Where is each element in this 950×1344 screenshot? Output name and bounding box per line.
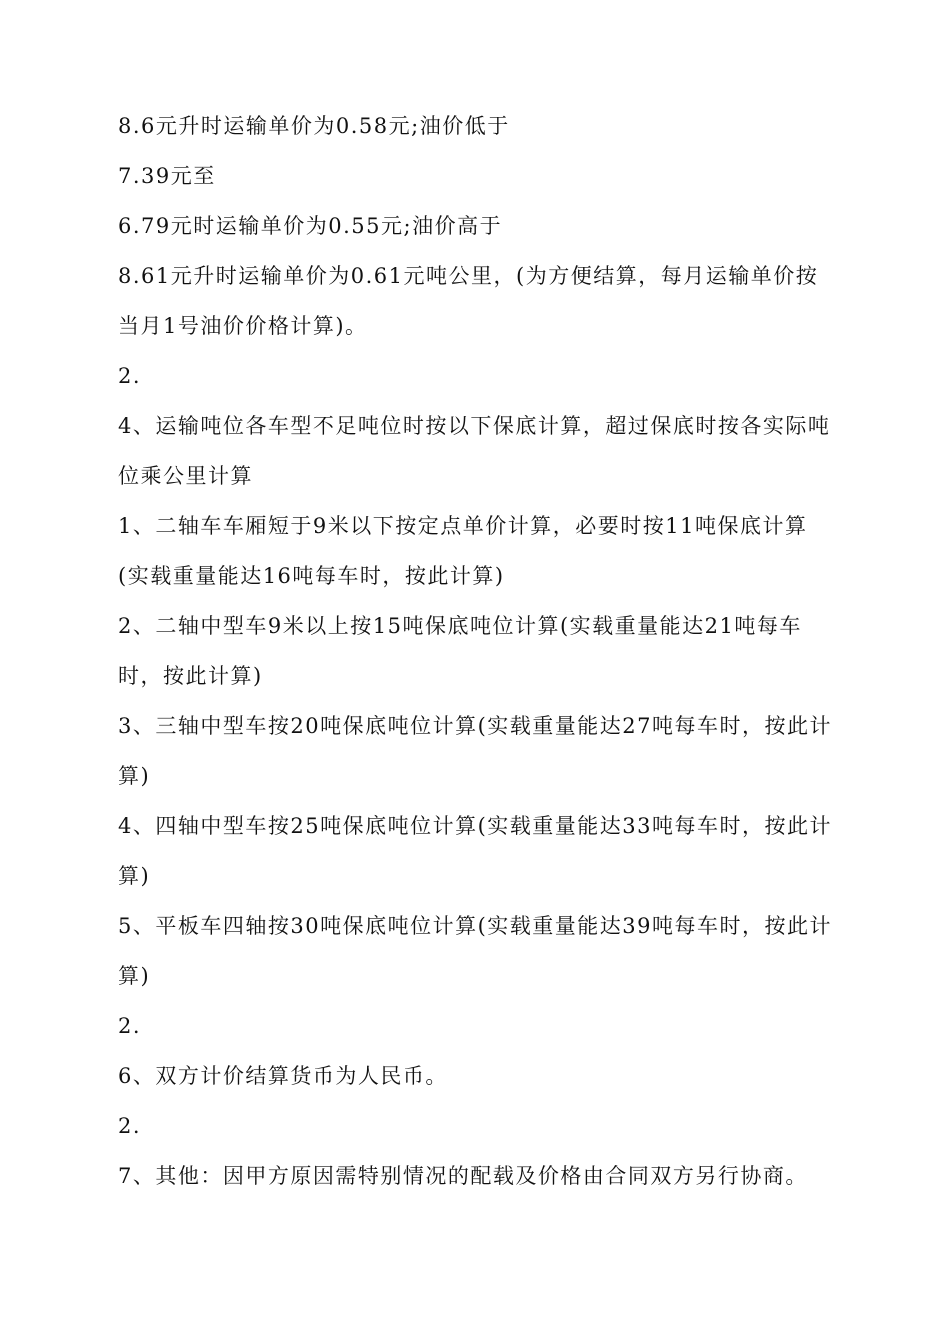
paragraph-other: 7、其他：因甲方原因需特别情况的配载及价格由合同双方另行协商。: [118, 1164, 808, 1188]
paragraph-section-number: 2.: [118, 364, 142, 388]
document-body: [118, 101, 834, 1201]
paragraph-section-number: 2.: [118, 1014, 142, 1038]
list-item-two-axle-medium: 2、二轴中型车9米以上按15吨保底吨位计算(实载重量能达21吨每车时，按此计算): [118, 614, 802, 688]
paragraph-currency: 6、双方计价结算货币为人民币。: [118, 1064, 448, 1088]
paragraph-fuel-price-3: 6.79元时运输单价为0.55元;油价高于: [118, 214, 503, 238]
list-item-four-axle: 4、四轴中型车按25吨保底吨位计算(实载重量能达33吨每车时，按此计算): [118, 814, 832, 888]
paragraph-fuel-price-1: 8.6元升时运输单价为0.58元;油价低于: [118, 114, 510, 138]
paragraph-fuel-price-4: 8.61元升时运输单价为0.61元吨公里，(为方便结算，每月运输单价按当月1号油价价格计算)。: [118, 264, 819, 338]
list-item-three-axle: 3、三轴中型车按20吨保底吨位计算(实载重量能达27吨每车时，按此计算): [118, 714, 832, 788]
paragraph-section-number: 2.: [118, 1114, 142, 1138]
paragraph-fuel-price-2: 7.39元至: [118, 164, 216, 188]
list-item-two-axle-short: 1、二轴车车厢短于9米以下按定点单价计算，必要时按11吨保底计算(实载重量能达16吨每车时，按此计算): [118, 514, 808, 588]
list-item-flatbed: 5、平板车四轴按30吨保底吨位计算(实载重量能达39吨每车时，按此计算): [118, 914, 832, 988]
paragraph-tonnage-rule: 4、运输吨位各车型不足吨位时按以下保底计算，超过保底时按各实际吨位乘公里计算: [118, 414, 831, 488]
